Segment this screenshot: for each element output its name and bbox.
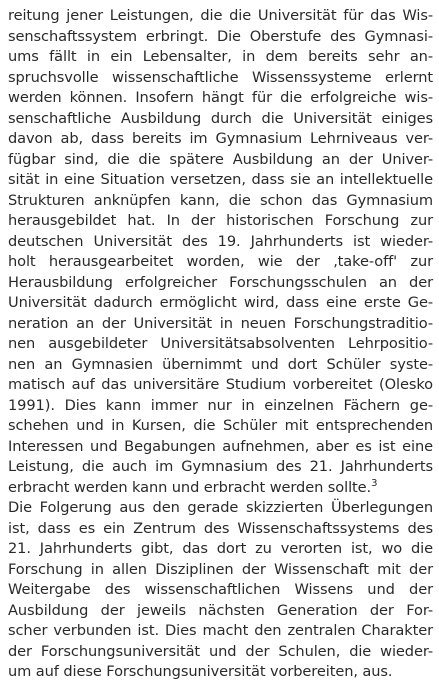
text-line: Die Folgerung aus den gerade skizzierten Überlegungen bbox=[8, 499, 433, 516]
document-page bbox=[8, 6, 433, 683]
text-line: nen an Gymnasien übernimmt und dort Schüler syste- bbox=[8, 355, 433, 373]
text-line-with-footnote bbox=[8, 478, 433, 499]
text-line: ums fällt in ein Lebensalter, in dem bereits sehr an- bbox=[8, 48, 433, 65]
text-line: Interessen und Begabungen aufnehmen, aber es ist eine bbox=[8, 437, 433, 455]
text-line: neration an der Universität in neuen Forschungstraditio- bbox=[8, 314, 433, 332]
text-line: fügbar sind, die die spätere Ausbildung an der Univer- bbox=[8, 150, 433, 168]
text-line: ist, dass es ein Zentrum des Wissenschaftssystems des bbox=[8, 519, 433, 537]
text-line: scher verbunden ist. Dies macht den zentralen Charakter bbox=[8, 622, 433, 639]
text-line: nen ausgebildeter Universitätsabsolventen Lehrpositio- bbox=[8, 335, 433, 352]
text-line-content: erbracht werden kann und erbracht werden sollte. bbox=[8, 478, 372, 496]
text-line: Weitergabe des wissenschaftlichen Wissens und der bbox=[8, 581, 433, 598]
text-line: reitung jener Leistungen, die die Universität für das Wis- bbox=[8, 7, 433, 24]
text-line: sität in eine Situation versetzen, dass sie an intellektuelle bbox=[8, 171, 433, 188]
text-line: werden können. Insofern hängt für die erfolgreiche wis- bbox=[8, 89, 433, 106]
text-line: deutschen Universität des 19. Jahrhunderts ist wieder- bbox=[8, 232, 433, 250]
text-line: um auf diese Forschungsuniversität vorbereiten, aus. bbox=[8, 663, 393, 680]
footnote-reference[interactable]: 3 bbox=[371, 477, 378, 489]
text-line: 21. Jahrhunderts gibt, das dort zu verorten ist, wo die bbox=[8, 540, 433, 557]
text-line: Strukturen anknüpfen kann, die schon das Gymnasium bbox=[8, 191, 433, 209]
text-line: Universität dadurch ermöglicht wird, dass eine erste Ge- bbox=[8, 294, 433, 311]
text-line: der Forschungsuniversität und der Schulen, die wieder- bbox=[8, 642, 433, 660]
paragraph-2 bbox=[8, 498, 433, 683]
paragraph-1 bbox=[8, 6, 433, 498]
text-line: spruchsvolle wissenschaftliche Wissenssysteme erlernt bbox=[8, 68, 433, 86]
text-line: Leistung, die auch im Gymnasium des 21. Jahrhunderts bbox=[8, 458, 433, 475]
text-line: Forschung in allen Disziplinen der Wissenschaft mit der bbox=[8, 560, 433, 578]
text-line: holt herausgearbeitet worden, wie der ‚take-off' zur bbox=[8, 253, 433, 270]
text-line: 1991). Dies kann immer nur in einzelnen Fächern ge- bbox=[8, 396, 433, 414]
text-line: matisch auf das universitäre Studium vorbereitet (Olesko bbox=[8, 376, 433, 393]
text-line: herausgebildet hat. In der historischen Forschung zur bbox=[8, 212, 433, 229]
text-line: senschaftssystem erbringt. Die Oberstufe des Gymnasi- bbox=[8, 27, 433, 45]
text-line: Herausbildung erfolgreicher Forschungsschulen an der bbox=[8, 273, 433, 291]
text-line: schehen und in Kursen, die Schüler mit entsprechenden bbox=[8, 417, 433, 434]
text-line: Ausbildung der jeweils nächsten Generation der For- bbox=[8, 601, 433, 619]
text-line: davon ab, dass bereits im Gymnasium Lehrniveaus ver- bbox=[8, 130, 433, 147]
text-line: senschaftliche Ausbildung durch die Universität einiges bbox=[8, 109, 433, 127]
